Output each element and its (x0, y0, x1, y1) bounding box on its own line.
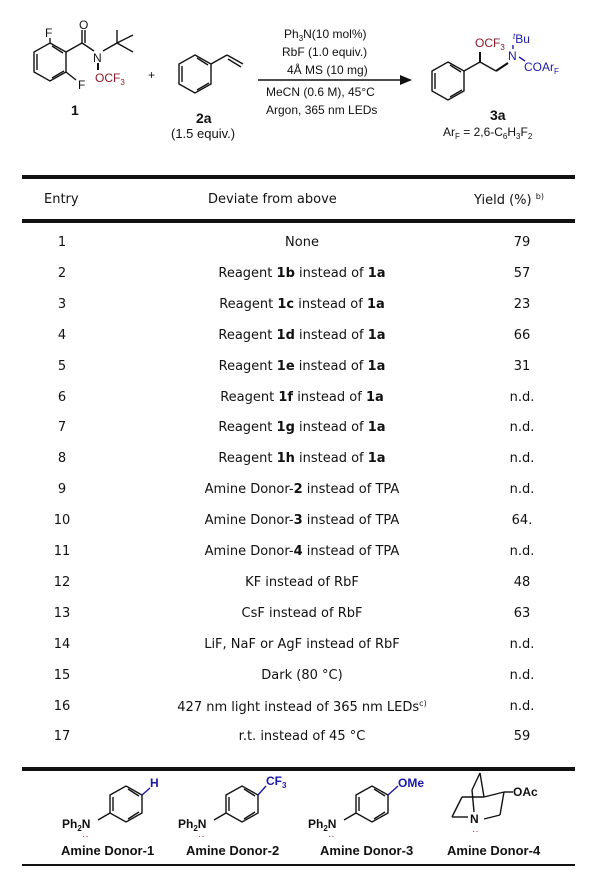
product-3a-label: 3a (490, 107, 506, 123)
condition-fluoride: RbF (1.0 equiv.) (282, 45, 368, 59)
yield-value: 57 (513, 265, 531, 281)
deviation-text: 427 nm light instead of 365 nm LEDs$^{c)}$ (177, 698, 427, 715)
amine-donor-1-structure (62, 776, 159, 842)
yield-value: n.d. (509, 482, 535, 498)
entry-number: 12 (53, 574, 71, 590)
table-header (22, 188, 575, 212)
deviation-text: KF instead of RbF (245, 574, 359, 590)
atom-f-bottom: F (78, 78, 86, 92)
svg-text:OAc: OAc (513, 785, 538, 799)
svg-text:Ph2N: $Ph_2N$ (178, 817, 207, 833)
entry-number: 13 (53, 605, 71, 621)
entry-number: 11 (53, 544, 71, 559)
svg-text:OMe: OMe (398, 776, 425, 790)
table-row (22, 476, 575, 506)
deviation-text: None (285, 235, 319, 250)
deviation-text: Reagent 1h instead of 1a (218, 451, 386, 467)
deviation-text: Reagent 1f instead of 1a (220, 389, 384, 405)
entry-number: 6 (57, 389, 67, 405)
deviation-text: Dark (80 °C) (261, 667, 343, 683)
yield-value: 63 (513, 605, 531, 621)
deviation-text: Reagent 1c instead of 1a (219, 296, 385, 312)
condition-solvent: MeCN (0.6 M), 45°C (266, 85, 375, 99)
table-row (22, 600, 575, 630)
yield-footnote: b) (535, 192, 544, 201)
entry-number: 17 (53, 729, 71, 745)
deviation-text: LiF, NaF or AgF instead of RbF (204, 636, 400, 652)
table-row (22, 353, 575, 383)
deviation-text: Reagent 1e instead of 1a (218, 358, 386, 374)
amine-donor-3-structure (308, 776, 424, 842)
lone-pair-icon: ·· (198, 831, 205, 842)
atom-n: N (93, 51, 102, 65)
table-row (22, 414, 575, 444)
table-row (22, 507, 575, 537)
table-row (22, 229, 575, 259)
svg-text:CF3: $CF_3$ (266, 774, 287, 790)
amine-donor-4-label: Amine Donor-4 (447, 843, 541, 858)
product-tbu: $^t$Bu (513, 32, 530, 46)
svg-text:N: N (470, 812, 479, 826)
atom-o: O (79, 18, 89, 32)
yield-value: 48 (513, 574, 531, 590)
reagent-1-label: 1 (71, 102, 79, 118)
deviation-text: Reagent 1d instead of 1a (218, 327, 386, 343)
entry-number: 8 (57, 451, 67, 467)
reaction-arrow-head (400, 75, 412, 85)
yield-value: n.d. (509, 698, 535, 714)
deviation-text: Reagent 1b instead of 1a (218, 265, 386, 281)
atom-f-top: F (45, 26, 53, 40)
table-row (22, 538, 575, 568)
yield-value: n.d. (509, 667, 535, 683)
donors-bottom-rule (22, 864, 575, 866)
header-yield: Yield (%) $^{b)}$ (474, 192, 544, 208)
entry-number: 1 (57, 235, 67, 250)
lone-pair-icon: ·· (82, 831, 89, 842)
deviation-text: Amine Donor-4 instead of TPA (204, 544, 400, 559)
table-row (22, 569, 575, 599)
table-row (22, 631, 575, 661)
deviation-text: Amine Donor-3 instead of TPA (204, 513, 400, 529)
deviation-text: CsF instead of RbF (241, 605, 363, 621)
table-row (22, 291, 575, 321)
header-deviation: Deviate from above (208, 192, 337, 207)
condition-sieves: 4Å MS (10 mg) (287, 63, 368, 77)
table-row (22, 723, 575, 753)
entry-number: 16 (53, 698, 71, 714)
amine-donor-2-structure (178, 774, 287, 842)
deviation-text: Amine Donor-2 instead of TPA (204, 482, 400, 498)
entry-number: 2 (57, 265, 67, 281)
amine-donor-1-label: Amine Donor-1 (61, 843, 155, 858)
entry-number: 10 (53, 513, 71, 529)
amine-donors-structures (0, 770, 608, 845)
yield-value: n.d. (509, 636, 535, 652)
product-structure (432, 52, 508, 100)
amine-donor-2-label: Amine Donor-2 (186, 843, 280, 858)
yield-value: 23 (513, 296, 531, 312)
yield-value: n.d. (509, 420, 535, 436)
table-row (22, 445, 575, 475)
table-row (22, 384, 575, 414)
table-top-rule (22, 175, 575, 179)
svg-text:Ph2N: $Ph_2N$ (308, 817, 337, 833)
entry-number: 14 (53, 636, 71, 652)
lone-pair-icon: ·· (328, 831, 335, 842)
plus-sign: + (148, 68, 156, 82)
svg-text:Ph2N: $Ph_2N$ (62, 817, 91, 833)
amine-donor-4-structure (452, 773, 538, 837)
yield-value: n.d. (509, 544, 535, 559)
styrene-structure (179, 55, 243, 93)
header-entry: Entry (44, 192, 79, 207)
reagent-2a-equiv: (1.5 equiv.) (171, 126, 236, 141)
lone-pair-icon: ·· (472, 826, 479, 837)
ocf3-group: $OCF_3$ (95, 71, 125, 87)
arf-definition: $Ar_F = 2,6-C_6H_3F_2$ (443, 125, 533, 141)
deviation-text: r.t. instead of 45 °C (238, 729, 366, 745)
entry-number: 7 (57, 420, 67, 436)
yield-value: 31 (513, 358, 531, 374)
entry-number: 9 (57, 482, 67, 498)
reagent-2a-label: 2a (196, 110, 212, 126)
yield-value: 64. (511, 513, 533, 529)
condition-atmosphere: Argon, 365 nm LEDs (266, 103, 378, 117)
product-n: N (508, 49, 517, 63)
yield-value: n.d. (509, 389, 535, 405)
product-ocf3: $OCF_3$ (475, 36, 505, 52)
table-row (22, 662, 575, 692)
table-header-rule (22, 219, 575, 223)
yield-value: 59 (513, 729, 531, 745)
reaction-scheme (0, 0, 608, 160)
product-coarf: COAr$_F$ (524, 60, 559, 76)
yield-value: 66 (513, 327, 531, 343)
yield-value: 79 (513, 235, 531, 250)
table-row (22, 693, 575, 723)
entry-number: 3 (57, 296, 67, 312)
deviation-text: Reagent 1g instead of 1a (218, 420, 386, 436)
yield-value: n.d. (509, 451, 535, 467)
table-row (22, 322, 575, 352)
table-row (22, 260, 575, 290)
entry-number: 4 (57, 327, 67, 343)
footnote-marker: c) (419, 698, 427, 708)
entry-number: 5 (57, 358, 67, 374)
condition-catalyst: $Ph_3N(10$ mol%) (284, 27, 367, 43)
svg-text:H: H (150, 776, 159, 790)
amine-donor-3-label: Amine Donor-3 (320, 843, 414, 858)
entry-number: 15 (53, 667, 71, 683)
